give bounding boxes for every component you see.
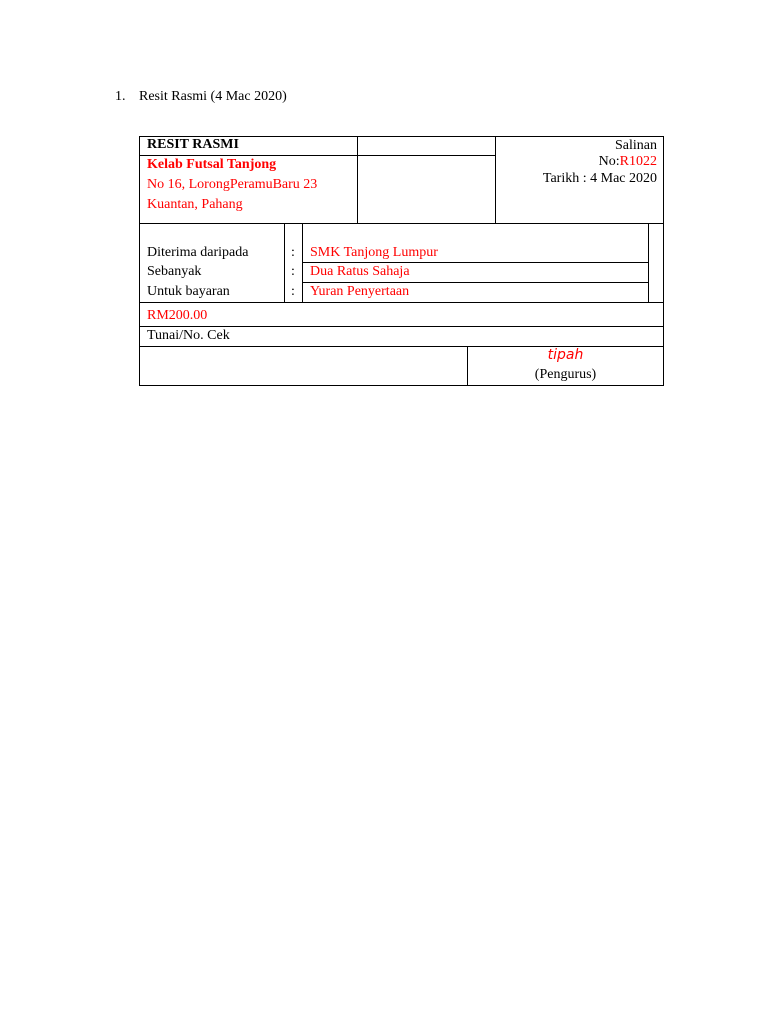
copy-label: Salinan bbox=[615, 138, 657, 153]
field-value-received-from: SMK Tanjong Lumpur bbox=[310, 245, 438, 260]
payment-method-label: Tunai/No. Cek bbox=[147, 328, 230, 343]
receipt-date: Tarikh : 4 Mac 2020 bbox=[542, 171, 657, 186]
receipt-number-value: R1022 bbox=[619, 154, 657, 169]
receipt-number-label: No: bbox=[598, 154, 620, 169]
signature: tipah bbox=[547, 347, 584, 363]
heading-number: 1. bbox=[115, 89, 126, 104]
receipt-number bbox=[599, 153, 657, 171]
club-name: Kelab Futsal Tanjong bbox=[147, 157, 277, 172]
address-line-2: Kuantan, Pahang bbox=[147, 197, 243, 212]
field-value-payment-for: Yuran Penyertaan bbox=[310, 284, 410, 299]
receipt-title: RESIT RASMI bbox=[147, 137, 239, 152]
address-line-1: No 16, LorongPeramuBaru 23 bbox=[147, 177, 318, 192]
field-label-received-from: Diterima daripada bbox=[147, 245, 249, 260]
field-value-amount-words: Dua Ratus Sahaja bbox=[310, 264, 410, 279]
amount-value: RM200.00 bbox=[147, 308, 208, 323]
heading-text: Resit Rasmi (4 Mac 2020) bbox=[139, 89, 287, 104]
field-label-payment-for: Untuk bayaran bbox=[147, 284, 230, 299]
field-colon: : bbox=[291, 264, 295, 279]
field-colon: : bbox=[291, 245, 295, 260]
field-colon: : bbox=[291, 284, 295, 299]
field-label-amount-words: Sebanyak bbox=[147, 264, 202, 279]
signatory-role: (Pengurus) bbox=[534, 367, 597, 382]
